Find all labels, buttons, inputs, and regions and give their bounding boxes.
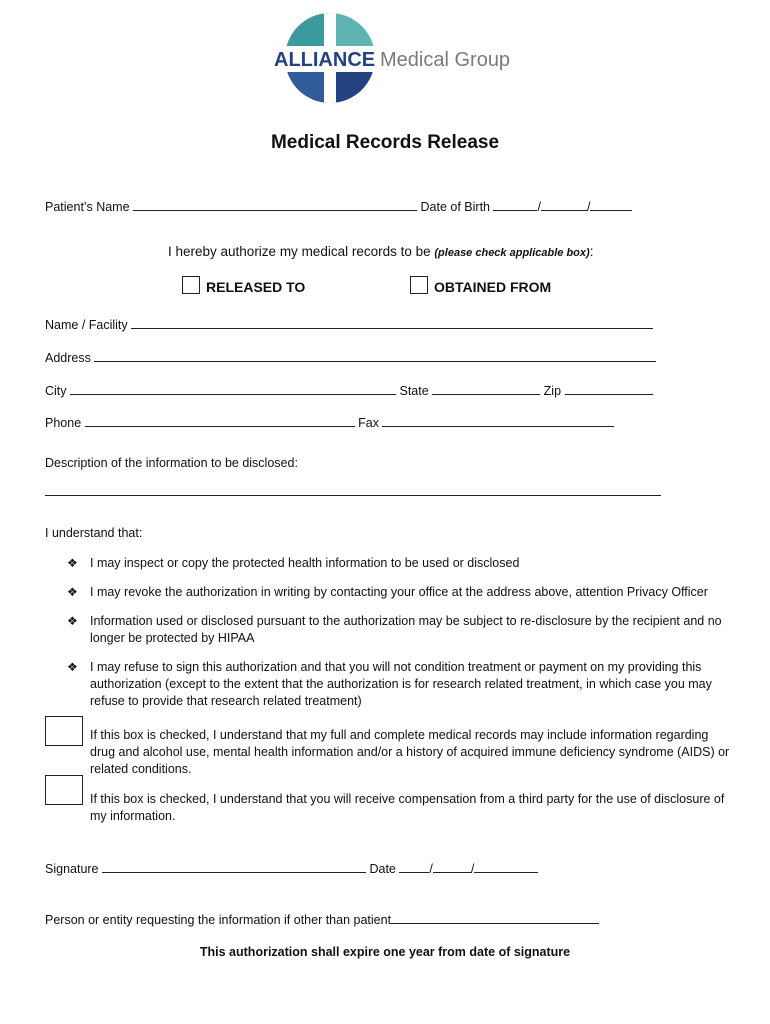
dob-day-field[interactable]	[541, 198, 587, 211]
requester-field[interactable]	[391, 911, 599, 924]
bullet-icon: ❖	[67, 660, 78, 674]
address-label: Address	[45, 351, 91, 365]
patient-name-row	[45, 198, 632, 214]
patient-name-field[interactable]	[133, 198, 417, 211]
phone-field[interactable]	[85, 414, 355, 427]
date-separator: /	[470, 862, 475, 876]
requester-row	[45, 911, 599, 927]
obtained-from-label: OBTAINED FROM	[434, 279, 552, 295]
expiration-notice: This authorization shall expire one year from date of signature	[199, 945, 571, 959]
logo-brand-text: ALLIANCE	[274, 49, 376, 71]
dob-separator: /	[537, 200, 541, 214]
zip-label: Zip	[543, 384, 562, 398]
dob-month-field[interactable]	[493, 198, 537, 211]
signature-date-year[interactable]	[474, 860, 538, 873]
description-field[interactable]	[45, 483, 661, 496]
authorize-text: I hereby authorize my medical records to be	[168, 244, 431, 259]
understand-label: I understand that:	[45, 526, 143, 540]
city-field[interactable]	[70, 382, 396, 395]
signature-row	[45, 860, 538, 876]
option-obtained-from[interactable]	[410, 276, 551, 295]
authorize-colon: :	[589, 244, 594, 259]
address-field[interactable]	[94, 349, 656, 362]
compensation-checkbox[interactable]	[45, 775, 83, 805]
phone-label: Phone	[45, 416, 82, 430]
zip-field[interactable]	[565, 382, 653, 395]
alliance-logo	[270, 8, 530, 108]
understand-item: Information used or disclosed pursuant to the authorization may be subject to re-disclosure by the recipient and no longer be protected by HIPAA	[90, 614, 722, 645]
page-title: Medical Records Release	[270, 132, 500, 153]
sensitive-records-statement: If this box is checked, I understand that my full and complete medical records may include information regarding drug and alcohol use, mental health information and/or a history of acquired immune deficiency syndrome (AIDS) or related conditions.	[90, 728, 730, 776]
understand-item: I may revoke the authorization in writing by contacting your office at the address above, attention Privacy Officer	[90, 585, 708, 599]
authorize-statement	[168, 244, 593, 259]
option-released-to[interactable]	[182, 276, 305, 295]
dob-label: Date of Birth	[420, 200, 490, 214]
signature-label: Signature	[45, 862, 99, 876]
signature-date-month[interactable]	[399, 860, 429, 873]
fax-label: Fax	[358, 416, 379, 430]
address-row	[45, 349, 656, 365]
compensation-statement: If this box is checked, I understand that you will receive compensation from a third party for the use of disclosure of my information.	[90, 792, 725, 823]
state-label: State	[399, 384, 429, 398]
date-separator: /	[429, 862, 433, 876]
name-facility-field[interactable]	[131, 316, 653, 329]
signature-date-label: Date	[369, 862, 396, 876]
patient-name-label: Patient’s Name	[45, 200, 130, 214]
released-to-label: RELEASED TO	[206, 279, 306, 295]
description-label: Description of the information to be disclosed:	[45, 456, 298, 470]
bullet-icon: ❖	[67, 585, 78, 599]
bullet-icon: ❖	[67, 556, 78, 570]
authorize-note: (please check applicable box)	[434, 247, 590, 259]
phone-row	[45, 414, 614, 430]
city-label: City	[45, 384, 67, 398]
bullet-icon: ❖	[67, 614, 78, 628]
name-facility-row	[45, 316, 653, 332]
understand-item: I may refuse to sign this authorization and that you will not condition treatment or payment on my providing this authorization (except to the extent that the authorization is for research related treatment, in which case you may refuse to provide that research related treatment)	[90, 660, 712, 708]
name-facility-label: Name / Facility	[45, 318, 128, 332]
released-to-checkbox[interactable]	[182, 276, 200, 294]
logo-suffix-text: Medical Group	[380, 49, 511, 71]
dob-year-field[interactable]	[590, 198, 632, 211]
signature-date-day[interactable]	[433, 860, 471, 873]
obtained-from-checkbox[interactable]	[410, 276, 428, 294]
sensitive-records-checkbox[interactable]	[45, 716, 83, 746]
dob-separator: /	[586, 200, 591, 214]
requester-label: Person or entity requesting the information if other than patient	[45, 913, 392, 927]
understand-item: I may inspect or copy the protected health information to be used or disclosed	[90, 556, 520, 570]
fax-field[interactable]	[382, 414, 614, 427]
state-field[interactable]	[432, 382, 540, 395]
city-row	[45, 382, 653, 398]
signature-field[interactable]	[102, 860, 366, 873]
